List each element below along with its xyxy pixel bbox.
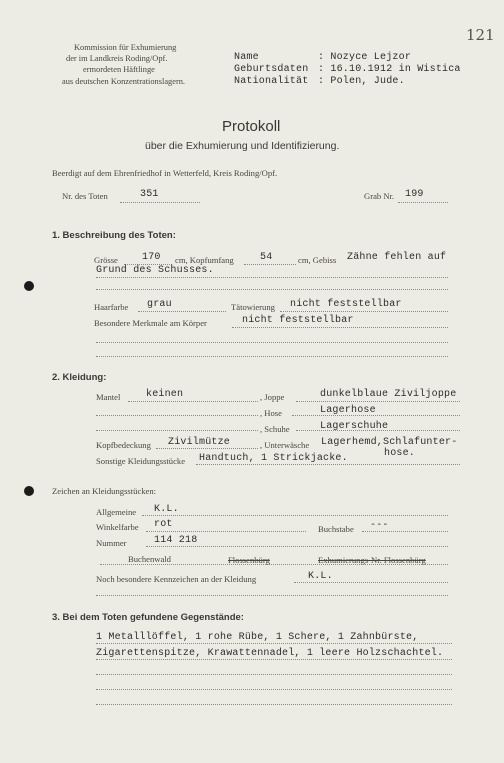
number-value: 114 218: [154, 535, 198, 546]
headwear-value: Zivilmütze: [168, 437, 231, 448]
size-value: 170: [142, 252, 161, 263]
tattoo-label: Tätowierung: [231, 302, 275, 312]
birth-value: : 16.10.1912 in Wistica: [318, 64, 461, 75]
letter-value: ---: [370, 520, 389, 531]
commission-line-2: der im Landkreis Roding/Opf.: [66, 54, 168, 63]
nationality-label: Nationalität: [234, 76, 309, 87]
burial-line: Beerdigt auf dem Ehrenfriedhof in Wetterfeld, Kreis Roding/Opf.: [52, 168, 278, 178]
trousers-label: , Hose: [260, 408, 282, 418]
binder-hole-bottom: [24, 486, 34, 496]
dead-number-value: 351: [140, 189, 159, 200]
other-clothes-label: Sonstige Kleidungsstücke: [96, 456, 186, 466]
name-label: Name: [234, 52, 259, 63]
marks-label: Besondere Merkmale am Körper: [94, 318, 207, 328]
section-3-heading: 3. Bei dem Toten gefundene Gegenstände:: [52, 612, 244, 623]
underwear-value: Lagerhemd,Schlafunter-: [321, 437, 458, 448]
shoes-label: , Schuhe: [260, 424, 290, 434]
trousers-value: Lagerhose: [320, 405, 376, 416]
coat-label: Mantel: [96, 392, 121, 402]
headwear-label: Kopfbedeckung: [96, 440, 151, 450]
other-marks-label: Noch besondere Kennzeichen an der Kleidung: [96, 574, 257, 584]
underwear-value-line-2: hose.: [384, 448, 416, 459]
teeth-value: Zähne fehlen auf: [347, 252, 447, 263]
page-number: 121: [466, 26, 495, 44]
binder-hole-top: [24, 281, 34, 291]
general-mark-value: K.L.: [154, 504, 179, 515]
marks-value: nicht feststellbar: [242, 315, 354, 326]
cm-head-label: cm, Kopfumfang: [175, 255, 234, 265]
shoes-value: Lagerschuhe: [320, 421, 389, 432]
coat-value: keinen: [146, 389, 184, 400]
size-label: Grösse: [94, 255, 118, 265]
nationality-value: : Polen, Jude.: [318, 76, 405, 87]
document-subtitle: über die Exhumierung und Identifizierung.: [145, 140, 340, 152]
other-marks-value: K.L.: [308, 571, 333, 582]
head-value: 54: [260, 252, 273, 263]
commission-line-3: ermordeten Häftlinge: [83, 65, 155, 74]
found-items-line-1: 1 Metalllöffel, 1 rohe Rübe, 1 Schere, 1 Zahnbürste,: [96, 632, 419, 643]
commission-line-1: Kommission für Exhumierung: [74, 43, 177, 52]
camp-flossenbuerg: Flossenbürg: [228, 555, 270, 565]
jacket-value: dunkelblaue Ziviljoppe: [320, 389, 457, 400]
hair-value: grau: [147, 299, 172, 310]
grave-number-label: Grab Nr.: [364, 191, 395, 201]
hair-label: Haarfarbe: [94, 302, 129, 312]
grave-number-value: 199: [405, 189, 424, 200]
angle-color-label: Winkelfarbe: [96, 522, 139, 532]
number-label: Nummer: [96, 538, 127, 548]
camp-buchenwald: Buchenwald: [128, 554, 171, 564]
other-clothes-value: Handtuch, 1 Strickjacke.: [199, 453, 348, 464]
underwear-label: , Unterwäsche: [260, 440, 310, 450]
tattoo-value: nicht feststellbar: [290, 299, 402, 310]
angle-color-value: rot: [154, 519, 173, 530]
section-2-heading: 2. Kleidung:: [52, 372, 107, 383]
found-items-line-2: Zigarettenspitze, Krawattennadel, 1 leere Holzschachtel.: [96, 648, 444, 659]
dead-number-label: Nr. des Toten: [62, 191, 108, 201]
cm-teeth-label: cm, Gebiss: [298, 255, 337, 265]
section-1-heading: 1. Beschreibung des Toten:: [52, 230, 176, 241]
general-mark-label: Allgemeine: [96, 507, 137, 517]
exhumation-number-flossenbuerg: Exhumierungs-Nr. Flossenbürg: [318, 555, 426, 565]
jacket-label: , Joppe: [260, 392, 285, 402]
teeth-value-line-2: Grund des Schusses.: [96, 265, 214, 276]
clothing-marks-heading: Zeichen an Kleidungsstücken:: [52, 486, 157, 496]
commission-line-4: aus deutschen Konzentrationslagern.: [62, 77, 186, 86]
birth-label: Geburtsdaten: [234, 64, 309, 75]
document-title: Protokoll: [222, 118, 281, 135]
name-value: : Nozyce Lejzor: [318, 52, 412, 63]
letter-label: Buchstabe: [318, 524, 354, 534]
